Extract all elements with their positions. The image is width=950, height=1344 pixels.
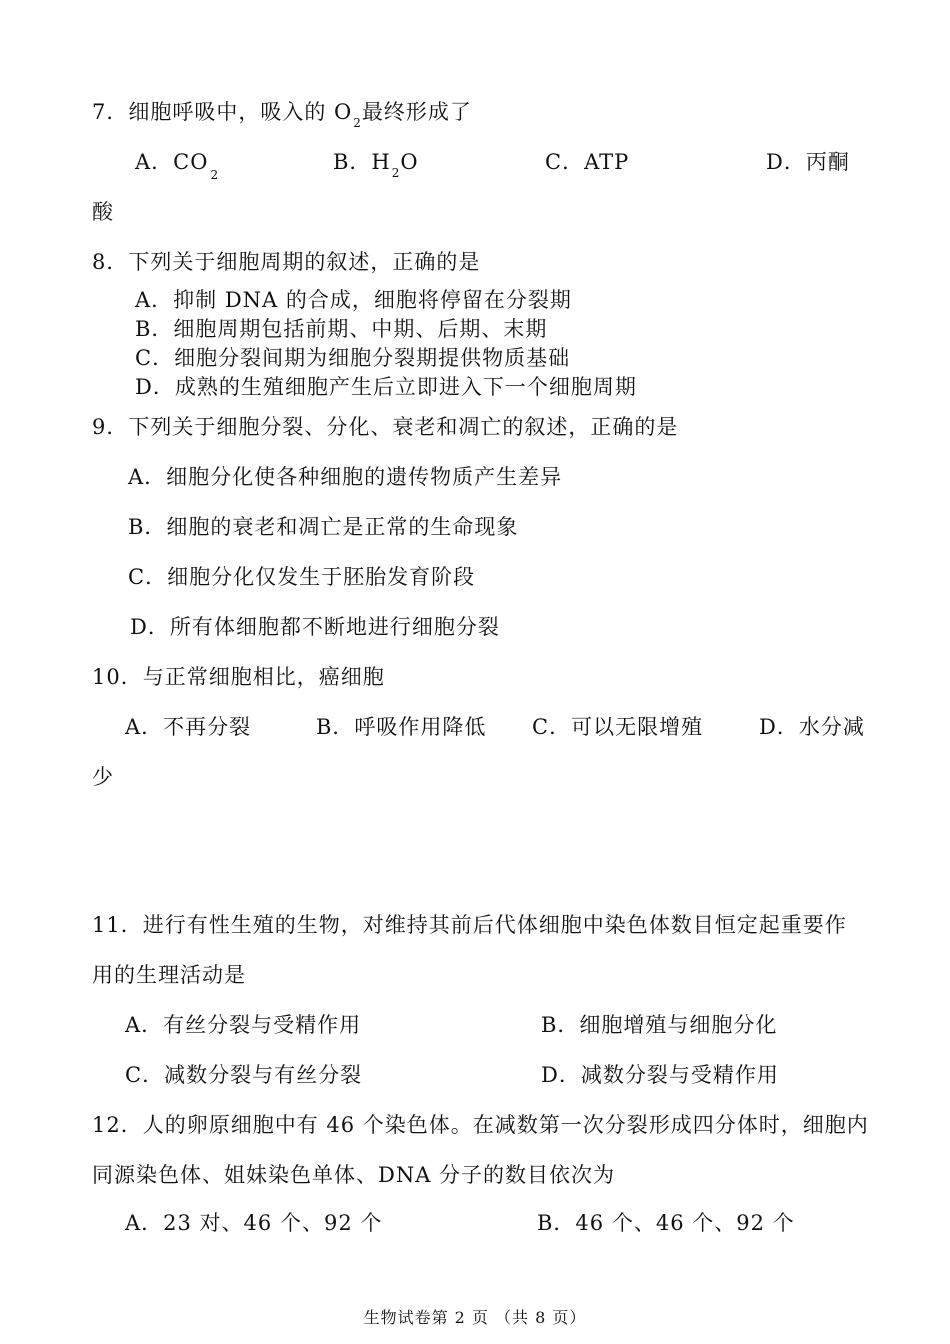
q8-option-d: D．成熟的生殖细胞产生后立即进入下一个细胞周期 <box>135 375 637 399</box>
q11-option-a: A．有丝分裂与受精作用 <box>125 1013 362 1037</box>
q10-option-d-continuation: 少 <box>92 765 114 789</box>
q7-option-d: D．丙酮 <box>766 150 850 174</box>
q8-stem: 8．下列关于细胞周期的叙述，正确的是 <box>92 250 481 274</box>
q7-stem-text: 7．细胞呼吸中，吸入的 O <box>92 100 353 124</box>
q8-option-a: A．抑制 DNA 的合成，细胞将停留在分裂期 <box>135 288 572 312</box>
q7-stem-text-end: 最终形成了 <box>361 100 472 124</box>
q11-option-d: D．减数分裂与受精作用 <box>541 1063 779 1087</box>
q7-stem <box>92 99 472 128</box>
q7-option-b-text-end: O <box>400 150 419 174</box>
q8-option-c: C．细胞分裂间期为细胞分裂期提供物质基础 <box>135 346 571 370</box>
q11-stem-line1: 11．进行有性生殖的生物，对维持其前后代体细胞中染色体数目恒定起重要作 <box>92 913 847 937</box>
q10-option-c: C．可以无限增殖 <box>532 715 704 739</box>
q7-option-b-text: B．H <box>333 150 391 174</box>
q9-option-b: B．细胞的衰老和凋亡是正常的生命现象 <box>128 515 519 539</box>
q7-option-a-subscript: 2 <box>210 168 220 182</box>
q7-option-a-text: A．CO <box>135 150 209 174</box>
q12-option-b: B．46 个、46 个、92 个 <box>537 1211 795 1235</box>
q9-option-d: D．所有体细胞都不断地进行细胞分裂 <box>130 615 500 639</box>
q10-option-b: B．呼吸作用降低 <box>316 715 487 739</box>
q11-option-b: B．细胞增殖与细胞分化 <box>541 1013 778 1037</box>
q8-option-b: B．细胞周期包括前期、中期、后期、末期 <box>135 317 548 341</box>
q7-option-b-subscript: 2 <box>391 166 401 180</box>
q12-option-a: A．23 对、46 个、92 个 <box>125 1211 383 1235</box>
q10-option-a: A．不再分裂 <box>125 715 252 739</box>
q12-stem-line1: 12．人的卵原细胞中有 46 个染色体。在减数第一次分裂形成四分体时，细胞内 <box>92 1113 869 1137</box>
page-footer: 生物试卷第 2 页 （共 8 页） <box>363 1308 587 1327</box>
q7-option-b <box>333 149 419 178</box>
q10-option-d: D．水分减 <box>759 715 865 739</box>
q9-option-c: C．细胞分化仅发生于胚胎发育阶段 <box>128 565 476 589</box>
q12-stem-line2: 同源染色体、姐妹染色单体、DNA 分子的数目依次为 <box>92 1163 616 1187</box>
q7-option-d-continuation: 酸 <box>92 200 114 224</box>
q9-stem: 9．下列关于细胞分裂、分化、衰老和凋亡的叙述，正确的是 <box>92 415 679 439</box>
q9-option-a: A．细胞分化使各种细胞的遗传物质产生差异 <box>128 465 563 489</box>
q11-stem-line2: 用的生理活动是 <box>92 963 246 987</box>
q7-stem-subscript: 2 <box>353 116 362 130</box>
q10-stem: 10．与正常细胞相比，癌细胞 <box>92 665 385 689</box>
q7-option-c: C．ATP <box>545 150 630 174</box>
q7-option-a <box>135 149 220 182</box>
q11-option-c: C．减数分裂与有丝分裂 <box>125 1063 363 1087</box>
